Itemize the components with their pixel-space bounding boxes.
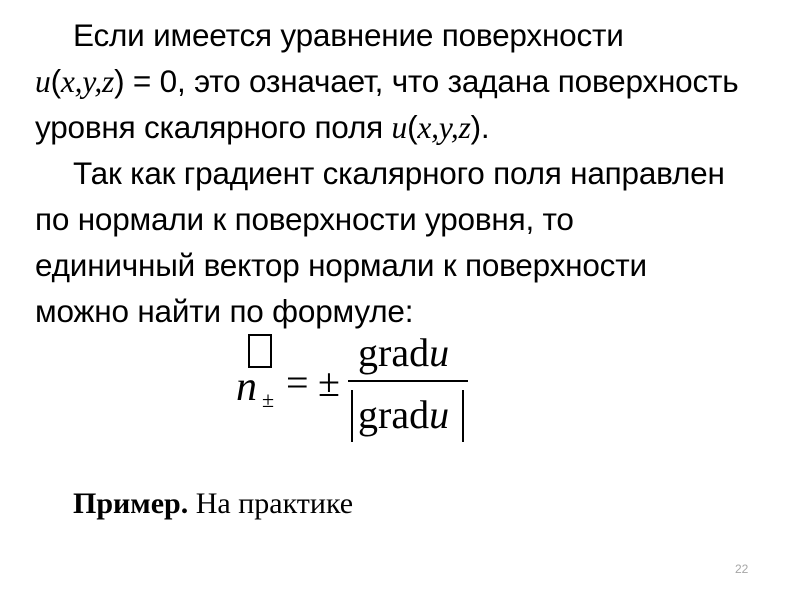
paren-close-2: ). (470, 109, 490, 145)
paragraph1-line2-rest: ) = 0, это означает, что задана поверхность (114, 63, 739, 99)
example-label: Пример. (73, 487, 189, 520)
page-number: 22 (735, 562, 749, 576)
normal-vector-formula (236, 326, 476, 450)
paragraph1-line3 (35, 104, 785, 150)
plus-minus-sign: ± (318, 360, 340, 405)
paragraph2-line3: единичный вектор нормали к поверхности (35, 247, 647, 283)
example-line (73, 484, 353, 524)
paragraph1-line3-text: уровня скалярного поля (35, 109, 392, 145)
equals-sign: = (286, 360, 309, 405)
paren-open: ( (50, 63, 61, 99)
fraction (348, 326, 470, 450)
function-args: x,y,z (60, 64, 115, 99)
denominator-var: u (429, 392, 450, 437)
body-text (35, 12, 785, 334)
vector-subscript: ± (262, 387, 275, 412)
function-u-2: u (391, 110, 408, 145)
paragraph2-line4: можно найти по формуле: (35, 293, 414, 329)
function-u: u (35, 64, 51, 99)
abs-bar-right (462, 390, 464, 442)
fraction-bar (348, 380, 468, 382)
vector-letter: n (236, 364, 257, 410)
paren-open-2: ( (407, 109, 418, 145)
numerator-var: u (429, 330, 450, 375)
paragraph2-line1: Так как градиент скалярного поля направлен (73, 155, 725, 191)
denominator-op: grad (358, 392, 430, 437)
abs-bar-left (351, 390, 353, 442)
paragraph1-line2 (35, 58, 785, 104)
example-text: На практике (188, 487, 354, 520)
paragraph1-line1: Если имеется уравнение поверхности (73, 17, 624, 53)
numerator (358, 330, 449, 376)
paragraph2-line2: по нормали к поверхности уровня, то (35, 201, 574, 237)
vector-arrow-placeholder-icon (248, 334, 272, 368)
denominator (358, 392, 449, 438)
function-args-2: x,y,z (417, 110, 471, 145)
numerator-op: grad (358, 330, 430, 375)
